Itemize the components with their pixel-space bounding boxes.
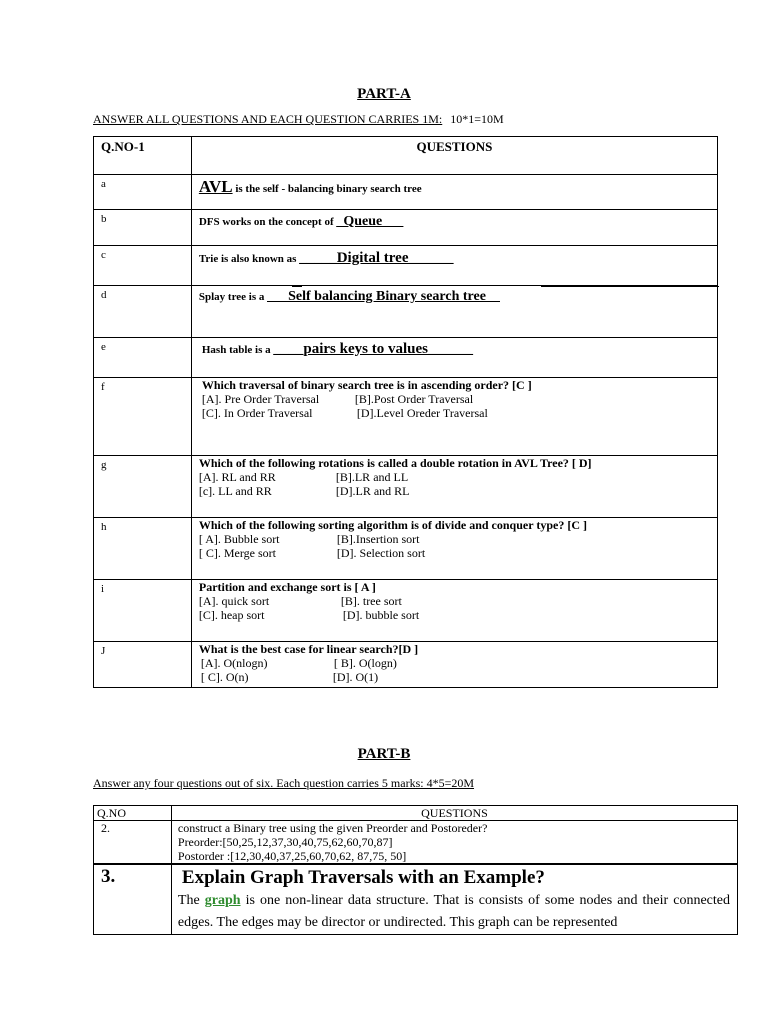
- part-b-instruction: Answer any four questions out of six. Each question carries 5 marks: 4*5=20M: [93, 776, 475, 790]
- option-d: [D].LR and RL: [335, 484, 410, 498]
- options-line: [199, 608, 717, 622]
- option-b: [B].Insertion sort: [336, 532, 420, 546]
- option-c: [ C]. O(n): [200, 670, 249, 684]
- question-text: Which traversal of binary search tree is in ascending order? [C ]: [201, 378, 532, 392]
- question-text: Trie is also known as: [198, 253, 300, 265]
- graph-link[interactable]: graph: [204, 893, 241, 908]
- question-text: Partition and exchange sort is [ A ]: [198, 580, 376, 594]
- part-b-header-row: [94, 806, 738, 821]
- row-label: b: [94, 210, 192, 246]
- option-a: [A]. RL and RR: [198, 470, 276, 484]
- option-b: [B].LR and LL: [335, 470, 409, 484]
- table-row: [94, 456, 718, 518]
- table-row: [94, 286, 718, 338]
- option-a: [A]. Pre Order Traversal: [201, 392, 320, 406]
- table-row: [94, 642, 718, 688]
- question-title: Explain Graph Traversals with an Example?: [181, 867, 545, 888]
- qno: 3.: [101, 866, 116, 887]
- header-qno-cell: [94, 806, 172, 821]
- header-questions: QUESTIONS: [421, 806, 488, 820]
- option-a: [ A]. Bubble sort: [198, 532, 280, 546]
- table-row: [94, 580, 718, 642]
- options-line: [199, 656, 717, 670]
- qno: 2.: [101, 821, 110, 835]
- question-line: Postorder :[12,30,40,37,25,60,70,62, 87,75, 50]: [177, 849, 407, 863]
- question-cell: [191, 642, 717, 688]
- part-a-marks: 10*1=10M: [450, 112, 504, 126]
- row-label: f: [94, 378, 192, 456]
- paragraph-rest: is one non-linear data structure. That is consists of some nodes and their connected edges. The edges may be director or undirected. This graph can be represented: [177, 893, 731, 930]
- answer-text: AVL: [198, 177, 233, 196]
- option-c: [C]. In Order Traversal: [201, 406, 313, 420]
- options-line: [199, 546, 717, 560]
- options-line: [202, 392, 717, 406]
- options-line: [199, 594, 717, 608]
- answer-text: _Queue___: [336, 214, 404, 229]
- question-cell: [191, 518, 717, 580]
- question-text: Hash table is a: [201, 344, 274, 356]
- question-line: Preorder:[50,25,12,37,30,40,75,62,60,70,87]: [177, 835, 393, 849]
- header-qno: Q.NO-1: [101, 139, 145, 154]
- part-a-table: [93, 136, 718, 688]
- question-cell: [171, 864, 737, 935]
- paragraph-start: The: [177, 893, 205, 908]
- options-line: [199, 470, 717, 484]
- question-text: Which of the following rotations is called a double rotation in AVL Tree? [ D]: [198, 456, 592, 470]
- question-text: is the self - balancing binary search tree: [232, 183, 422, 195]
- row-label: a: [94, 175, 192, 210]
- question-cell: [191, 246, 717, 286]
- options-line: [199, 484, 717, 498]
- row-label: J: [94, 642, 192, 688]
- header-questions: QUESTIONS: [416, 139, 493, 154]
- option-d: [D]. bubble sort: [342, 608, 420, 622]
- part-a-instruction: ANSWER ALL QUESTIONS AND EACH QUESTION CARRIES 1M:: [93, 112, 443, 126]
- decorative-line: [541, 286, 719, 287]
- option-c: [c]. LL and RR: [198, 484, 272, 498]
- decorative-line: [292, 286, 302, 287]
- option-d: [D]. Selection sort: [336, 546, 426, 560]
- question-cell: [191, 286, 717, 338]
- row-label: c: [94, 246, 192, 286]
- row-label: e: [94, 338, 192, 378]
- header-qno-cell: [94, 137, 192, 175]
- answer-text: ____pairs keys to values______: [273, 341, 473, 357]
- table-row: [94, 864, 738, 935]
- option-b: [B]. tree sort: [340, 594, 402, 608]
- question-text: What is the best case for linear search?[D ]: [198, 642, 419, 656]
- part-b-title: PART-B: [357, 746, 411, 762]
- option-d: [D].Level Oreder Traversal: [356, 406, 488, 420]
- header-questions-cell: [191, 137, 717, 175]
- question-text: DFS works on the concept of: [198, 216, 337, 228]
- part-a-header-row: [94, 137, 718, 175]
- row-label: g: [94, 456, 192, 518]
- question-cell: [191, 338, 717, 378]
- table-row: [94, 246, 718, 286]
- question-paragraph: [178, 890, 730, 934]
- part-a-title: PART-A: [357, 86, 411, 102]
- option-c: [ C]. Merge sort: [198, 546, 276, 560]
- header-questions-cell: [171, 806, 737, 821]
- options-line: [199, 532, 717, 546]
- question-text: Which of the following sorting algorithm is of divide and conquer type? [C ]: [198, 518, 587, 532]
- question-cell: [171, 821, 737, 865]
- header-qno: Q.NO: [97, 806, 126, 820]
- row-label: h: [94, 518, 192, 580]
- option-b: [B].Post Order Traversal: [354, 392, 474, 406]
- option-b: [ B]. O(logn): [333, 656, 397, 670]
- table-row: [94, 821, 738, 865]
- part-a-instruction-line: [93, 110, 504, 128]
- question-cell: [191, 210, 717, 246]
- table-row: [94, 210, 718, 246]
- table-row: [94, 518, 718, 580]
- question-cell: [191, 580, 717, 642]
- options-line: [202, 406, 717, 420]
- qno-cell: [94, 821, 172, 865]
- table-row: [94, 175, 718, 210]
- question-cell: [191, 378, 717, 456]
- row-label: d: [94, 286, 192, 338]
- option-a: [A]. quick sort: [198, 594, 270, 608]
- option-a: [A]. O(nlogn): [200, 656, 268, 670]
- question-line: construct a Binary tree using the given Preorder and Postoreder?: [177, 821, 488, 835]
- table-row: [94, 338, 718, 378]
- part-b-table: [93, 805, 738, 935]
- question-cell: [191, 175, 717, 210]
- table-row: [94, 378, 718, 456]
- option-c: [C]. heap sort: [198, 608, 265, 622]
- qno-cell: [94, 864, 172, 935]
- answer-text: ___Self balancing Binary search tree__: [267, 289, 500, 304]
- question-cell: [191, 456, 717, 518]
- row-label: i: [94, 580, 192, 642]
- option-d: [D]. O(1): [332, 670, 379, 684]
- answer-text: _____Digital tree______: [299, 250, 454, 266]
- options-line: [199, 670, 717, 684]
- question-text: Splay tree is a: [198, 291, 268, 303]
